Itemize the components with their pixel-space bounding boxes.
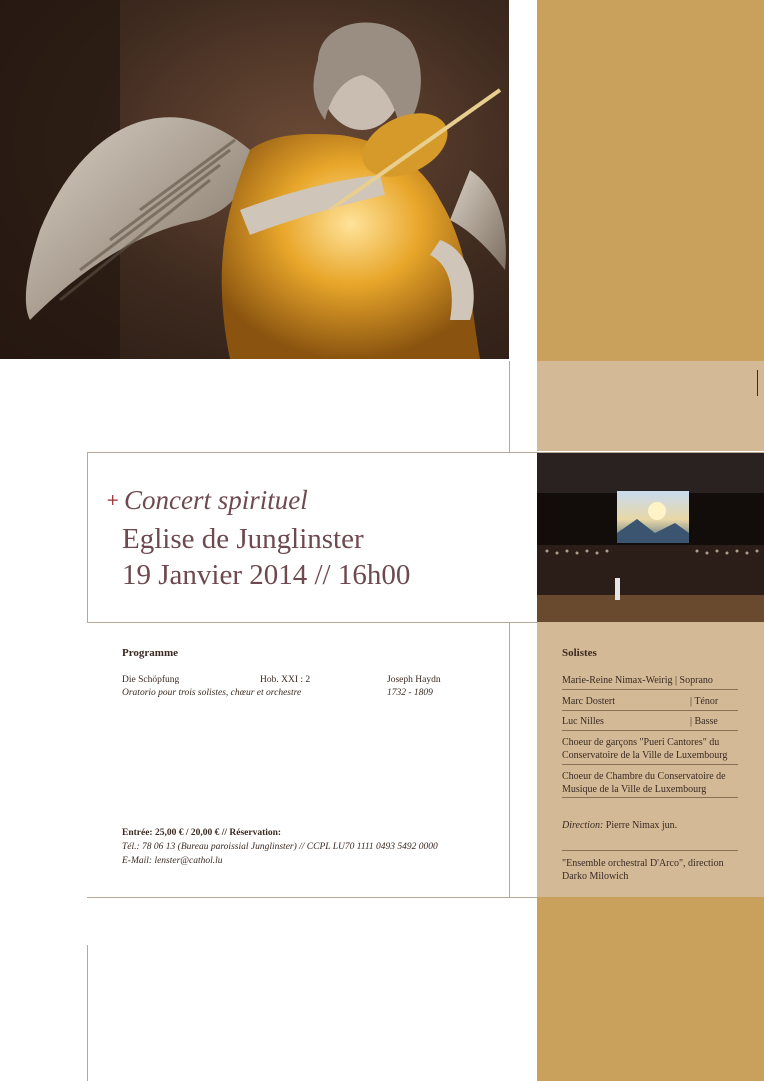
direction-label: Direction:: [562, 820, 604, 831]
soloist-row: [562, 696, 742, 707]
title-concert-spirituel: Concert spirituel: [124, 485, 308, 515]
soloist-row: [562, 716, 742, 727]
soloist-row: [562, 675, 742, 686]
cross-mark: +: [106, 490, 120, 509]
concert-hall-photo: [537, 453, 764, 622]
tickets-price: Entrée: 25,00 € / 20,00 € // Réservation:: [122, 828, 282, 838]
vertical-divider-bottom: [87, 945, 88, 1081]
vertical-divider-middle: [509, 622, 510, 897]
soloist-voice: | Basse: [690, 716, 718, 727]
soloist-divider: [562, 730, 738, 731]
solistes-heading: Solistes: [562, 647, 597, 659]
programme-description: Oratorio pour trois solistes, chœur et orchestre: [122, 688, 302, 698]
programme-composer: Joseph Haydn: [387, 675, 441, 685]
programme-heading: Programme: [122, 647, 178, 659]
soloist-divider: [562, 689, 738, 690]
choir-divider: [562, 797, 738, 798]
vertical-divider-upper: [509, 361, 510, 452]
direction-divider: [562, 850, 738, 851]
programme-dates: 1732 - 1809: [387, 688, 433, 698]
soloist-voice: | Soprano: [675, 675, 713, 686]
soloist-name: Luc Nilles: [562, 716, 604, 727]
tickets-phone: Tél.: 78 06 13 (Bureau paroissial Junglinster) // CCPL LU70 1111 0493 5492 0000: [122, 842, 438, 852]
soloist-name: Marie-Reine Nimax-Weirig: [562, 675, 673, 686]
choir-boys: Choeur de garçons "Pueri Cantores" du Conservatoire de la Ville de Luxembourg: [562, 737, 728, 761]
ensemble-text: "Ensemble orchestral D'Arco", direction Darko Milowich: [562, 858, 724, 882]
soloist-divider: [562, 710, 738, 711]
direction-row: [562, 820, 742, 831]
soloist-voice: | Ténor: [690, 696, 719, 707]
programme-catalogue: Hob. XXI : 2: [260, 675, 311, 685]
soloist-name: Marc Dostert: [562, 696, 616, 707]
title-venue: Eglise de Junglinster: [122, 523, 364, 555]
title-date: 19 Janvier 2014 // 16h00: [122, 559, 411, 591]
choir-chamber: Choeur de Chambre du Conservatoire de Musique de la Ville de Luxembourg: [562, 771, 726, 795]
programme-work: Die Schöpfung: [122, 675, 180, 685]
ornament-pattern-top: [537, 0, 764, 361]
tan-strip: [537, 361, 764, 451]
direction-name: Pierre Nimax jun.: [605, 820, 678, 831]
vertical-tick: [757, 370, 758, 396]
divider-bottom: [87, 897, 537, 898]
tickets-email: E-Mail: lenster@cathol.lu: [122, 856, 223, 866]
divider-top: [87, 452, 764, 453]
divider-middle: [87, 622, 537, 623]
hero-angel-photo: [0, 0, 509, 359]
ornament-pattern-bottom: [537, 897, 764, 1081]
vertical-divider-left: [87, 452, 88, 622]
choir-divider: [562, 764, 738, 765]
